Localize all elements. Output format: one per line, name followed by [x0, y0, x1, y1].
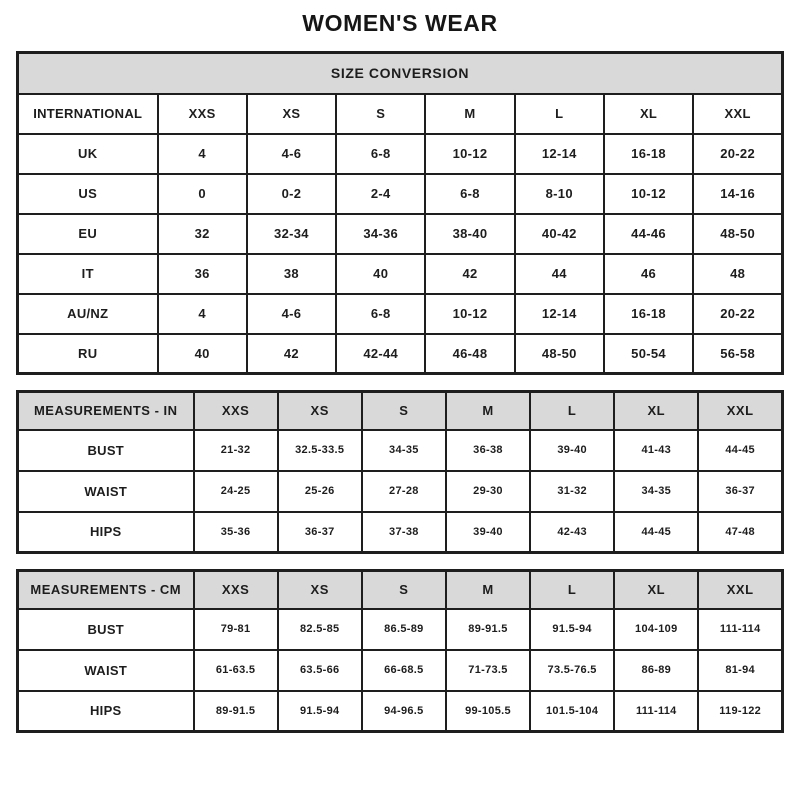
- table-row: [18, 334, 783, 374]
- value-cell: 91.5-94: [530, 609, 614, 650]
- size-header-cell: XS: [278, 392, 362, 430]
- band-row: [18, 53, 783, 94]
- value-cell: 35-36: [194, 512, 278, 553]
- value-cell: 16-18: [604, 294, 693, 334]
- value-cell: 47-48: [698, 512, 782, 553]
- value-cell: 81-94: [698, 650, 782, 691]
- table-title-cell: MEASUREMENTS - CM: [18, 571, 194, 609]
- size-header-cell: M: [446, 571, 530, 609]
- value-cell: 10-12: [425, 294, 514, 334]
- value-cell: 48: [693, 254, 782, 294]
- value-cell: 20-22: [693, 134, 782, 174]
- size-header-cell: XL: [614, 571, 698, 609]
- value-cell: 42: [247, 334, 336, 374]
- table-row: [18, 650, 783, 691]
- table-title-cell: INTERNATIONAL: [18, 94, 158, 134]
- value-cell: 48-50: [515, 334, 604, 374]
- table-row: [18, 134, 783, 174]
- value-cell: 44-46: [604, 214, 693, 254]
- value-cell: 0-2: [247, 174, 336, 214]
- measurements-in-table: [16, 390, 784, 554]
- table-row: [18, 471, 783, 512]
- value-cell: 32-34: [247, 214, 336, 254]
- table-title-cell: MEASUREMENTS - IN: [18, 392, 194, 430]
- row-label: HIPS: [18, 512, 194, 553]
- value-cell: 89-91.5: [446, 609, 530, 650]
- measurements-cm-table: [16, 569, 784, 733]
- value-cell: 42-44: [336, 334, 425, 374]
- value-cell: 50-54: [604, 334, 693, 374]
- value-cell: 111-114: [614, 691, 698, 732]
- value-cell: 27-28: [362, 471, 446, 512]
- value-cell: 39-40: [446, 512, 530, 553]
- header-row: [18, 571, 783, 609]
- value-cell: 4: [158, 294, 247, 334]
- value-cell: 31-32: [530, 471, 614, 512]
- size-header-cell: XXS: [194, 392, 278, 430]
- size-header-cell: XL: [604, 94, 693, 134]
- value-cell: 119-122: [698, 691, 782, 732]
- value-cell: 46: [604, 254, 693, 294]
- value-cell: 0: [158, 174, 247, 214]
- value-cell: 21-32: [194, 430, 278, 471]
- row-label: UK: [18, 134, 158, 174]
- size-header-cell: XS: [278, 571, 362, 609]
- value-cell: 86-89: [614, 650, 698, 691]
- value-cell: 25-26: [278, 471, 362, 512]
- value-cell: 82.5-85: [278, 609, 362, 650]
- table-row: [18, 430, 783, 471]
- value-cell: 20-22: [693, 294, 782, 334]
- size-header-cell: XXS: [194, 571, 278, 609]
- value-cell: 46-48: [425, 334, 514, 374]
- table-row: [18, 174, 783, 214]
- value-cell: 36-37: [278, 512, 362, 553]
- size-header-cell: S: [336, 94, 425, 134]
- value-cell: 94-96.5: [362, 691, 446, 732]
- value-cell: 66-68.5: [362, 650, 446, 691]
- page-title: WOMEN'S WEAR: [302, 10, 498, 36]
- size-header-cell: L: [530, 571, 614, 609]
- value-cell: 34-36: [336, 214, 425, 254]
- size-header-cell: XS: [247, 94, 336, 134]
- value-cell: 101.5-104: [530, 691, 614, 732]
- value-cell: 36-37: [698, 471, 782, 512]
- table-row: [18, 691, 783, 732]
- value-cell: 24-25: [194, 471, 278, 512]
- row-label: US: [18, 174, 158, 214]
- size-header-cell: S: [362, 392, 446, 430]
- row-label: BUST: [18, 430, 194, 471]
- row-label: HIPS: [18, 691, 194, 732]
- value-cell: 48-50: [693, 214, 782, 254]
- size-header-cell: M: [425, 94, 514, 134]
- value-cell: 10-12: [604, 174, 693, 214]
- value-cell: 44: [515, 254, 604, 294]
- row-label: WAIST: [18, 650, 194, 691]
- size-header-cell: XXS: [158, 94, 247, 134]
- size-conversion-table: [16, 51, 784, 375]
- header-row: [18, 94, 783, 134]
- value-cell: 61-63.5: [194, 650, 278, 691]
- size-header-cell: XL: [614, 392, 698, 430]
- value-cell: 6-8: [425, 174, 514, 214]
- row-label: BUST: [18, 609, 194, 650]
- value-cell: 89-91.5: [194, 691, 278, 732]
- size-header-cell: M: [446, 392, 530, 430]
- value-cell: 8-10: [515, 174, 604, 214]
- value-cell: 40: [158, 334, 247, 374]
- table-row: [18, 609, 783, 650]
- value-cell: 42-43: [530, 512, 614, 553]
- value-cell: 38-40: [425, 214, 514, 254]
- row-label: RU: [18, 334, 158, 374]
- table-row: [18, 294, 783, 334]
- size-header-cell: S: [362, 571, 446, 609]
- value-cell: 79-81: [194, 609, 278, 650]
- value-cell: 40: [336, 254, 425, 294]
- size-header-cell: XXL: [698, 392, 782, 430]
- value-cell: 4-6: [247, 134, 336, 174]
- value-cell: 37-38: [362, 512, 446, 553]
- row-label: EU: [18, 214, 158, 254]
- value-cell: 91.5-94: [278, 691, 362, 732]
- value-cell: 44-45: [614, 512, 698, 553]
- row-label: WAIST: [18, 471, 194, 512]
- row-label: AU/NZ: [18, 294, 158, 334]
- value-cell: 71-73.5: [446, 650, 530, 691]
- value-cell: 104-109: [614, 609, 698, 650]
- row-label: IT: [18, 254, 158, 294]
- value-cell: 4-6: [247, 294, 336, 334]
- value-cell: 99-105.5: [446, 691, 530, 732]
- value-cell: 6-8: [336, 294, 425, 334]
- value-cell: 12-14: [515, 294, 604, 334]
- value-cell: 40-42: [515, 214, 604, 254]
- table-row: [18, 214, 783, 254]
- value-cell: 10-12: [425, 134, 514, 174]
- value-cell: 34-35: [362, 430, 446, 471]
- value-cell: 4: [158, 134, 247, 174]
- value-cell: 32.5-33.5: [278, 430, 362, 471]
- value-cell: 41-43: [614, 430, 698, 471]
- size-header-cell: XXL: [698, 571, 782, 609]
- value-cell: 36: [158, 254, 247, 294]
- value-cell: 2-4: [336, 174, 425, 214]
- value-cell: 56-58: [693, 334, 782, 374]
- table-row: [18, 512, 783, 553]
- size-header-cell: L: [515, 94, 604, 134]
- value-cell: 39-40: [530, 430, 614, 471]
- value-cell: 6-8: [336, 134, 425, 174]
- table-band-title: SIZE CONVERSION: [18, 53, 783, 94]
- value-cell: 16-18: [604, 134, 693, 174]
- table-row: [18, 254, 783, 294]
- size-header-cell: XXL: [693, 94, 782, 134]
- value-cell: 86.5-89: [362, 609, 446, 650]
- value-cell: 111-114: [698, 609, 782, 650]
- value-cell: 34-35: [614, 471, 698, 512]
- value-cell: 29-30: [446, 471, 530, 512]
- value-cell: 42: [425, 254, 514, 294]
- value-cell: 44-45: [698, 430, 782, 471]
- value-cell: 12-14: [515, 134, 604, 174]
- value-cell: 73.5-76.5: [530, 650, 614, 691]
- size-header-cell: L: [530, 392, 614, 430]
- value-cell: 38: [247, 254, 336, 294]
- value-cell: 63.5-66: [278, 650, 362, 691]
- value-cell: 36-38: [446, 430, 530, 471]
- value-cell: 32: [158, 214, 247, 254]
- header-row: [18, 392, 783, 430]
- value-cell: 14-16: [693, 174, 782, 214]
